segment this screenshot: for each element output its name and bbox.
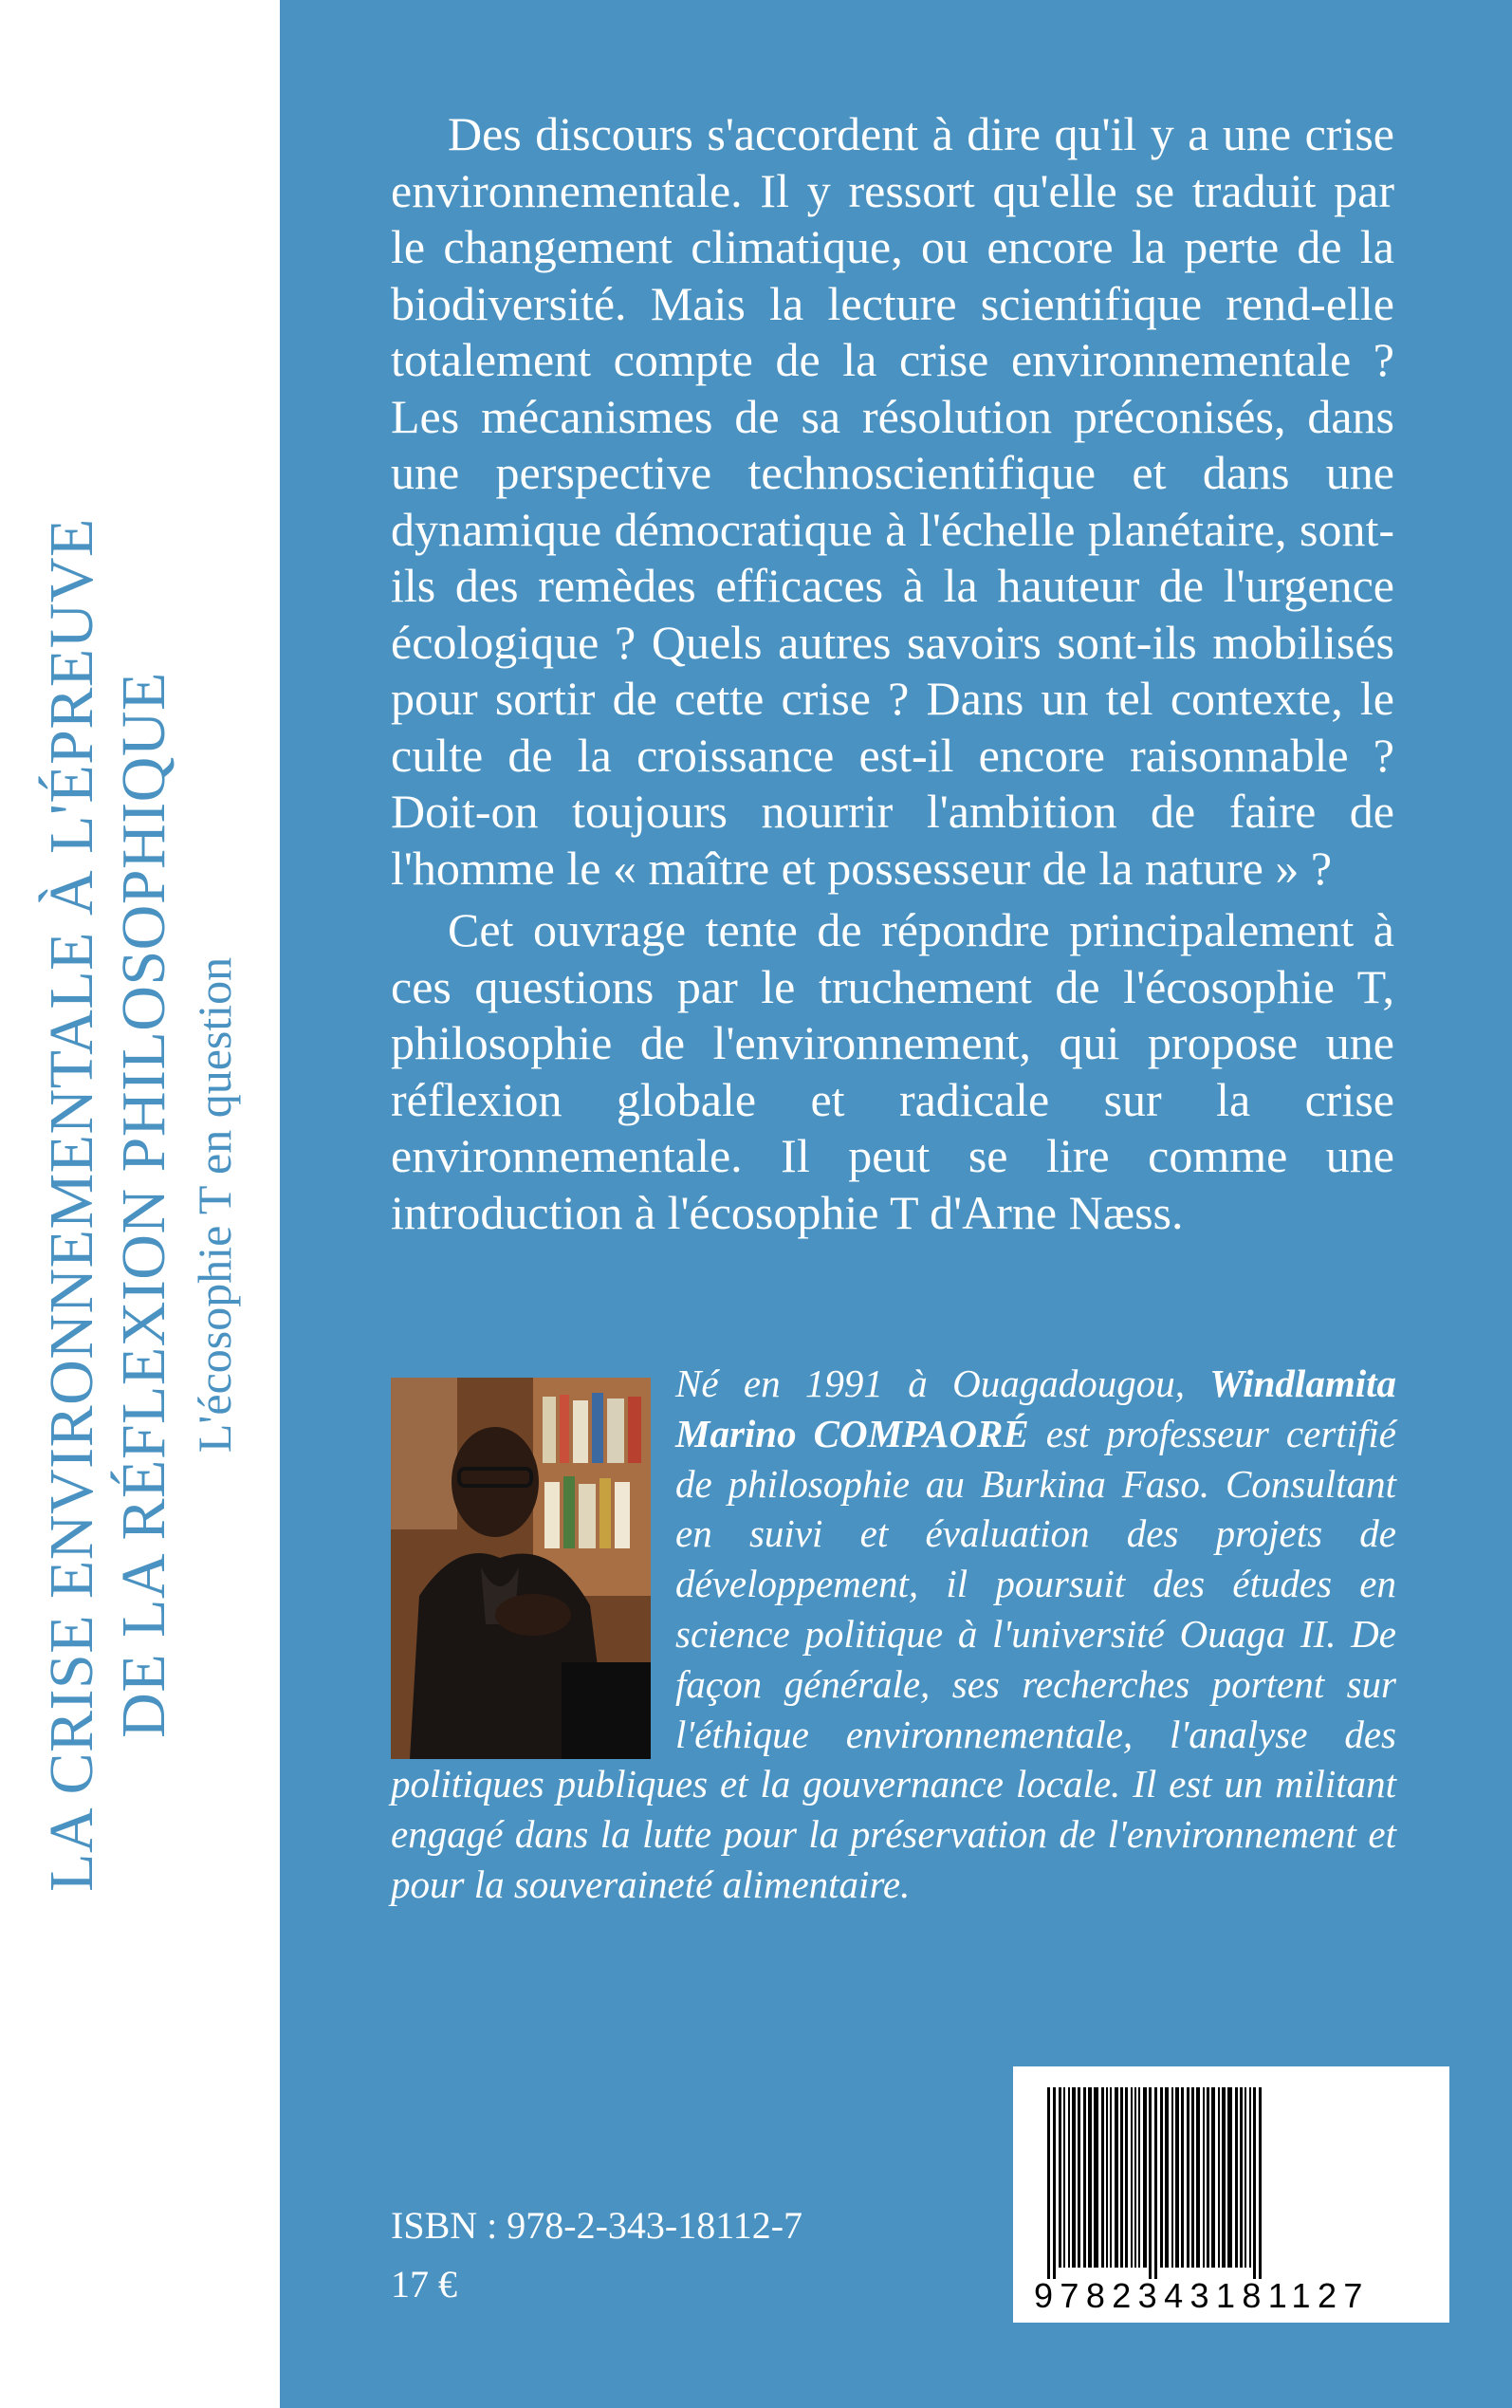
barcode-bar — [1120, 2087, 1123, 2268]
barcode-bar — [1211, 2087, 1215, 2268]
barcode-bar — [1088, 2087, 1092, 2268]
isbn-label: ISBN : 978-2-343-18112-7 — [391, 2204, 803, 2247]
barcode-bar — [1227, 2087, 1232, 2268]
barcode-guard-bar — [1259, 2087, 1262, 2279]
blurb-paragraph: Des discours s'accordent à dire qu'il y a une crise environnementale. Il y ressort qu'elle se traduit par le changement climatique, ou encore la perte de la biodiversité. Mais la lecture scientifique rend-elle totalement compte de la crise environnementale ? Les mécanismes de sa résolution préconisés, dans une perspective technoscientifique et dans une dynamique démocratique à l'échelle planétaire, sont-ils des remèdes efficaces à la hauteur de l'urgence écologique ? Quels autres savoirs sont-ils mobilisés pour sortir de cette crise ? Dans un tel contexte, le culte de la croissance est-il encore raisonnable ? Doit-on toujours nourrir l'ambition de faire de l'homme le « maître et possesseur de la nature » ? — [391, 107, 1394, 895]
bio-text: est professeur certifié de philosophie au Burkina Faso. Consultant en suivi et évaluation des projets de développement, il poursuit des études en science politique à l'université Ouaga II. De façon générale, ses recherches portent sur l'éthique environnementale, l'analyse des politiques publiques et la gouvernance locale. Il est un militant engagé dans la lutte pour la préservation de l'environnement et pour la souveraineté alimentaire. — [391, 1411, 1396, 1906]
barcode-bar — [1125, 2087, 1128, 2268]
barcode-bar — [1160, 2087, 1163, 2268]
barcode-bar — [1222, 2087, 1226, 2268]
barcode-bar — [1175, 2087, 1179, 2268]
spine-title-line2: DE LA RÉFLEXION PHILOSOPHIQUE — [109, 672, 178, 1738]
barcode-bar — [1196, 2087, 1200, 2268]
barcode-bar — [1245, 2087, 1246, 2268]
barcode-bar — [1063, 2087, 1065, 2268]
barcode-bar — [1207, 2087, 1209, 2268]
barcode-bar — [1235, 2087, 1238, 2268]
back-cover-blurb — [391, 106, 1394, 1241]
barcode-bar — [1138, 2087, 1140, 2268]
barcode-bar — [1203, 2087, 1205, 2268]
barcode-bar — [1068, 2087, 1070, 2268]
barcode-bar — [1218, 2087, 1220, 2268]
spine-subtitle: L'écosophie T en question — [188, 956, 241, 1454]
barcode-bar — [1165, 2087, 1169, 2268]
barcode-bar — [1101, 2087, 1104, 2268]
barcode-bar — [1059, 2087, 1061, 2268]
barcode-bar — [1094, 2087, 1098, 2268]
author-name: Windlamita Marino COMPAORÉ — [675, 1361, 1396, 1455]
author-bio — [391, 1359, 1396, 1910]
barcode-bar — [1171, 2087, 1173, 2268]
barcode-bar — [1072, 2087, 1076, 2268]
barcode-guard-bar — [1154, 2087, 1157, 2279]
barcode-bar — [1115, 2087, 1118, 2268]
barcode — [1013, 2066, 1449, 2323]
barcode-digits: 9782343181127 — [1034, 2276, 1370, 2315]
barcode-guard-bar — [1253, 2087, 1256, 2279]
blurb-paragraph: Cet ouvrage tente de répondre principalement à ces questions par le truchement de l'écosophie T, philosophie de l'environnement, qui propose une réflexion globale et radicale sur la crise environnementale. Il peut se lire comme une introduction à l'écosophie T d'Arne Næss. — [391, 903, 1394, 1239]
barcode-bar — [1134, 2087, 1136, 2268]
barcode-guard-bar — [1047, 2087, 1050, 2279]
barcode-bar — [1106, 2087, 1108, 2268]
barcode-bar — [1110, 2087, 1112, 2268]
spine-title-block — [3, 114, 278, 2296]
bio-intro: Né en 1991 à Ouagadougou, — [675, 1361, 1210, 1405]
barcode-guard-bar — [1149, 2087, 1152, 2279]
barcode-bar — [1249, 2087, 1251, 2268]
barcode-guard-bar — [1053, 2087, 1056, 2279]
barcode-bar — [1131, 2087, 1133, 2268]
price-label: 17 € — [391, 2263, 457, 2306]
barcode-bar — [1187, 2087, 1189, 2268]
barcode-bar — [1083, 2087, 1086, 2268]
spine-panel — [0, 0, 280, 2408]
barcode-bar — [1143, 2087, 1147, 2268]
barcode-bar — [1181, 2087, 1184, 2268]
barcode-bar — [1240, 2087, 1243, 2268]
spine-title-line1: LA CRISE ENVIRONNEMENTALE À L'ÉPREUVE — [37, 518, 106, 1892]
barcode-bar — [1191, 2087, 1194, 2268]
barcode-bar — [1078, 2087, 1080, 2268]
